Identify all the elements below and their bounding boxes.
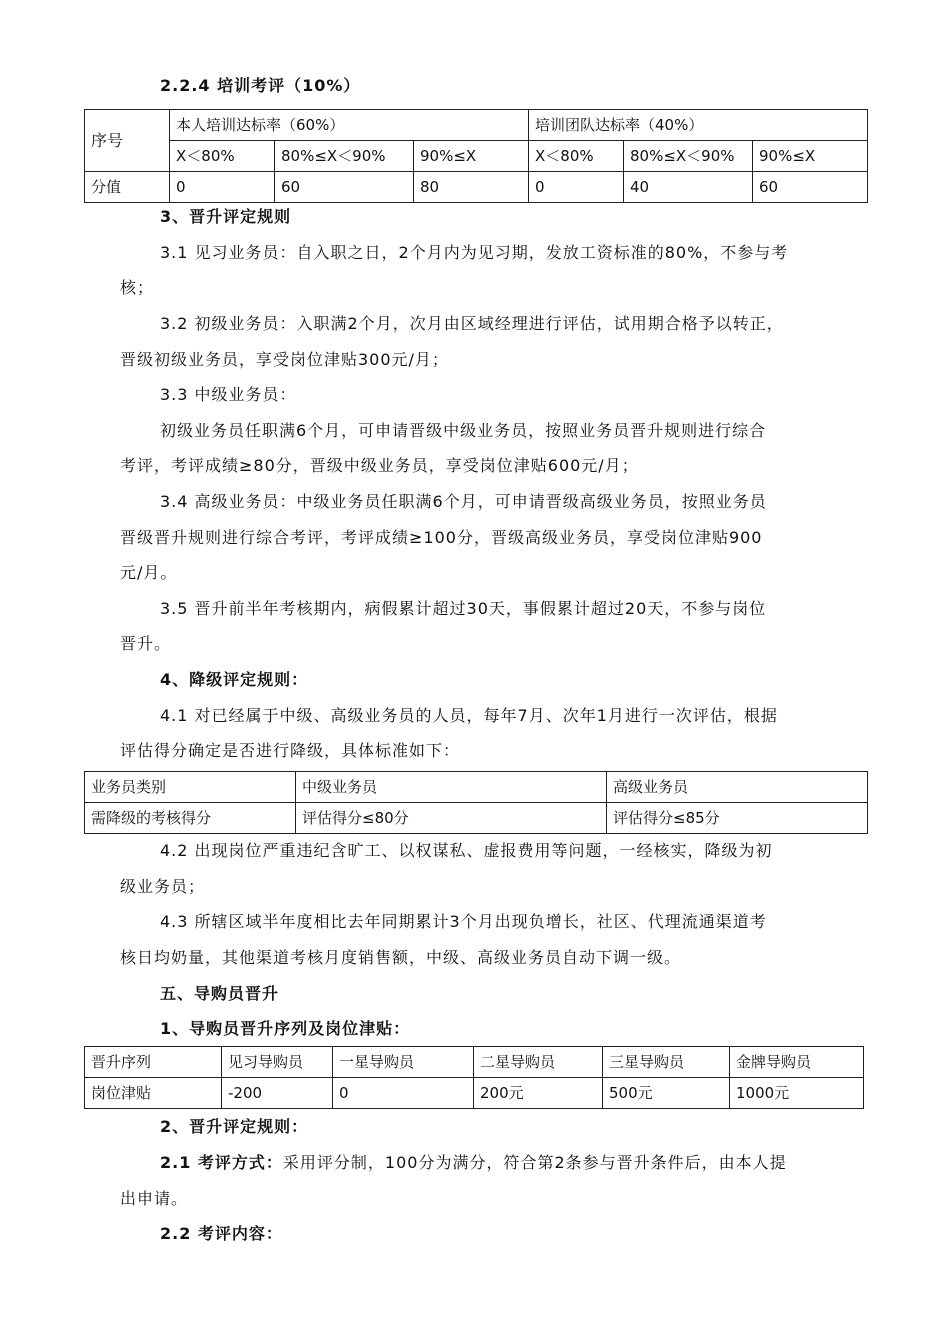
table-cell: 0 (170, 172, 275, 203)
table-cell: 晋升序列 (85, 1047, 222, 1078)
paragraph-2-1-label: 2.1 考评方式： (160, 1153, 283, 1172)
table-cell: -200 (222, 1078, 333, 1109)
table-cell: 80 (414, 172, 529, 203)
demotion-table (84, 771, 868, 834)
paragraph-3-1-line2: 核； (120, 278, 155, 297)
table-cell: 二星导购员 (474, 1047, 603, 1078)
table-cell: 岗位津贴 (85, 1078, 222, 1109)
paragraph-4-3-line1: 4.3 所辖区域半年度相比去年同期累计3个月出现负增长，社区、代理流通渠道考 (160, 912, 767, 931)
table-cell: 评估得分≤85分 (607, 803, 868, 834)
paragraph-3-4-line2: 晋级晋升规则进行综合考评，考评成绩≥100分，晋级高级业务员，享受岗位津贴900 (120, 528, 763, 547)
paragraph-3-3-line2: 考评，考评成绩≥80分，晋级中级业务员，享受岗位津贴600元/月； (120, 456, 639, 475)
header-team-rate: 培训团队达标率（40%） (529, 110, 868, 141)
sub-header: 90%≤X (414, 141, 529, 172)
section-5-1-title: 1、导购员晋升序列及岗位津贴： (160, 1019, 411, 1038)
paragraph-2-1-line2: 出申请。 (120, 1189, 189, 1208)
paragraph-3-5-line1: 3.5 晋升前半年考核期内，病假累计超过30天，事假累计超过20天，不参与岗位 (160, 599, 767, 618)
section-3-title: 3、晋升评定规则 (160, 207, 292, 226)
paragraph-2-2-title: 2.2 考评内容： (160, 1224, 283, 1243)
paragraph-3-4-line3: 元/月。 (120, 563, 178, 582)
section-5-title: 五、导购员晋升 (160, 984, 280, 1003)
sub-header: 80%≤X＜90% (624, 141, 753, 172)
paragraph-4-1-line1: 4.1 对已经属于中级、高级业务员的人员，每年7月、次年1月进行一次评估，根据 (160, 706, 778, 725)
header-self-rate: 本人培训达标率（60%） (170, 110, 529, 141)
paragraph-4-2-line2: 级业务员； (120, 877, 206, 896)
table-cell: 1000元 (730, 1078, 864, 1109)
training-score-table (84, 109, 868, 203)
table-cell: 60 (275, 172, 414, 203)
table-cell: 0 (529, 172, 624, 203)
sub-header: X＜80% (529, 141, 624, 172)
paragraph-3-2-line1: 3.2 初级业务员：入职满2个月，次月由区域经理进行评估，试用期合格予以转正， (160, 314, 784, 333)
table-cell: 评估得分≤80分 (296, 803, 607, 834)
table-cell: 中级业务员 (296, 772, 607, 803)
table-cell: 500元 (603, 1078, 730, 1109)
section-4-title: 4、降级评定规则： (160, 670, 309, 689)
paragraph-4-2-line1: 4.2 出现岗位严重违纪含旷工、以权谋私、虚报费用等问题，一经核实，降级为初 (160, 841, 773, 860)
paragraph-3-4-line1: 3.4 高级业务员：中级业务员任职满6个月，可申请晋级高级业务员，按照业务员 (160, 492, 767, 511)
table-cell: 三星导购员 (603, 1047, 730, 1078)
paragraph-4-3-line2: 核日均奶量，其他渠道考核月度销售额，中级、高级业务员自动下调一级。 (120, 948, 682, 967)
paragraph-2-1-line1 (160, 1153, 787, 1173)
sub-header: 90%≤X (753, 141, 868, 172)
paragraph-2-1-text: 采用评分制，100分为满分，符合第2条参与晋升条件后，由本人提 (282, 1153, 787, 1172)
table-cell: 0 (333, 1078, 474, 1109)
sub-header: X＜80% (170, 141, 275, 172)
shopping-guide-allowance-table (84, 1046, 864, 1109)
header-seq: 序号 (85, 110, 170, 172)
section-5-2-title: 2、晋升评定规则： (160, 1117, 309, 1136)
paragraph-3-3-line1: 初级业务员任职满6个月，可申请晋级中级业务员，按照业务员晋升规则进行综合 (160, 421, 767, 440)
table-cell: 需降级的考核得分 (85, 803, 296, 834)
table-cell: 高级业务员 (607, 772, 868, 803)
table-cell: 一星导购员 (333, 1047, 474, 1078)
row-label-score: 分值 (85, 172, 170, 203)
paragraph-4-1-line2: 评估得分确定是否进行降级，具体标准如下： (120, 741, 461, 760)
paragraph-3-2-line2: 晋级初级业务员，享受岗位津贴300元/月； (120, 350, 449, 369)
sub-header: 80%≤X＜90% (275, 141, 414, 172)
paragraph-3-1-line1: 3.1 见习业务员：自入职之日，2个月内为见习期，发放工资标准的80%，不参与考 (160, 243, 789, 262)
paragraph-3-3-title: 3.3 中级业务员： (160, 385, 297, 404)
paragraph-3-5-line2: 晋升。 (120, 634, 172, 653)
table-cell: 200元 (474, 1078, 603, 1109)
table-cell: 金牌导购员 (730, 1047, 864, 1078)
table-cell: 60 (753, 172, 868, 203)
table-cell: 40 (624, 172, 753, 203)
table-cell: 见习导购员 (222, 1047, 333, 1078)
section-2-2-4-title: 2.2.4 培训考评（10%） (160, 76, 361, 95)
table-cell: 业务员类别 (85, 772, 296, 803)
